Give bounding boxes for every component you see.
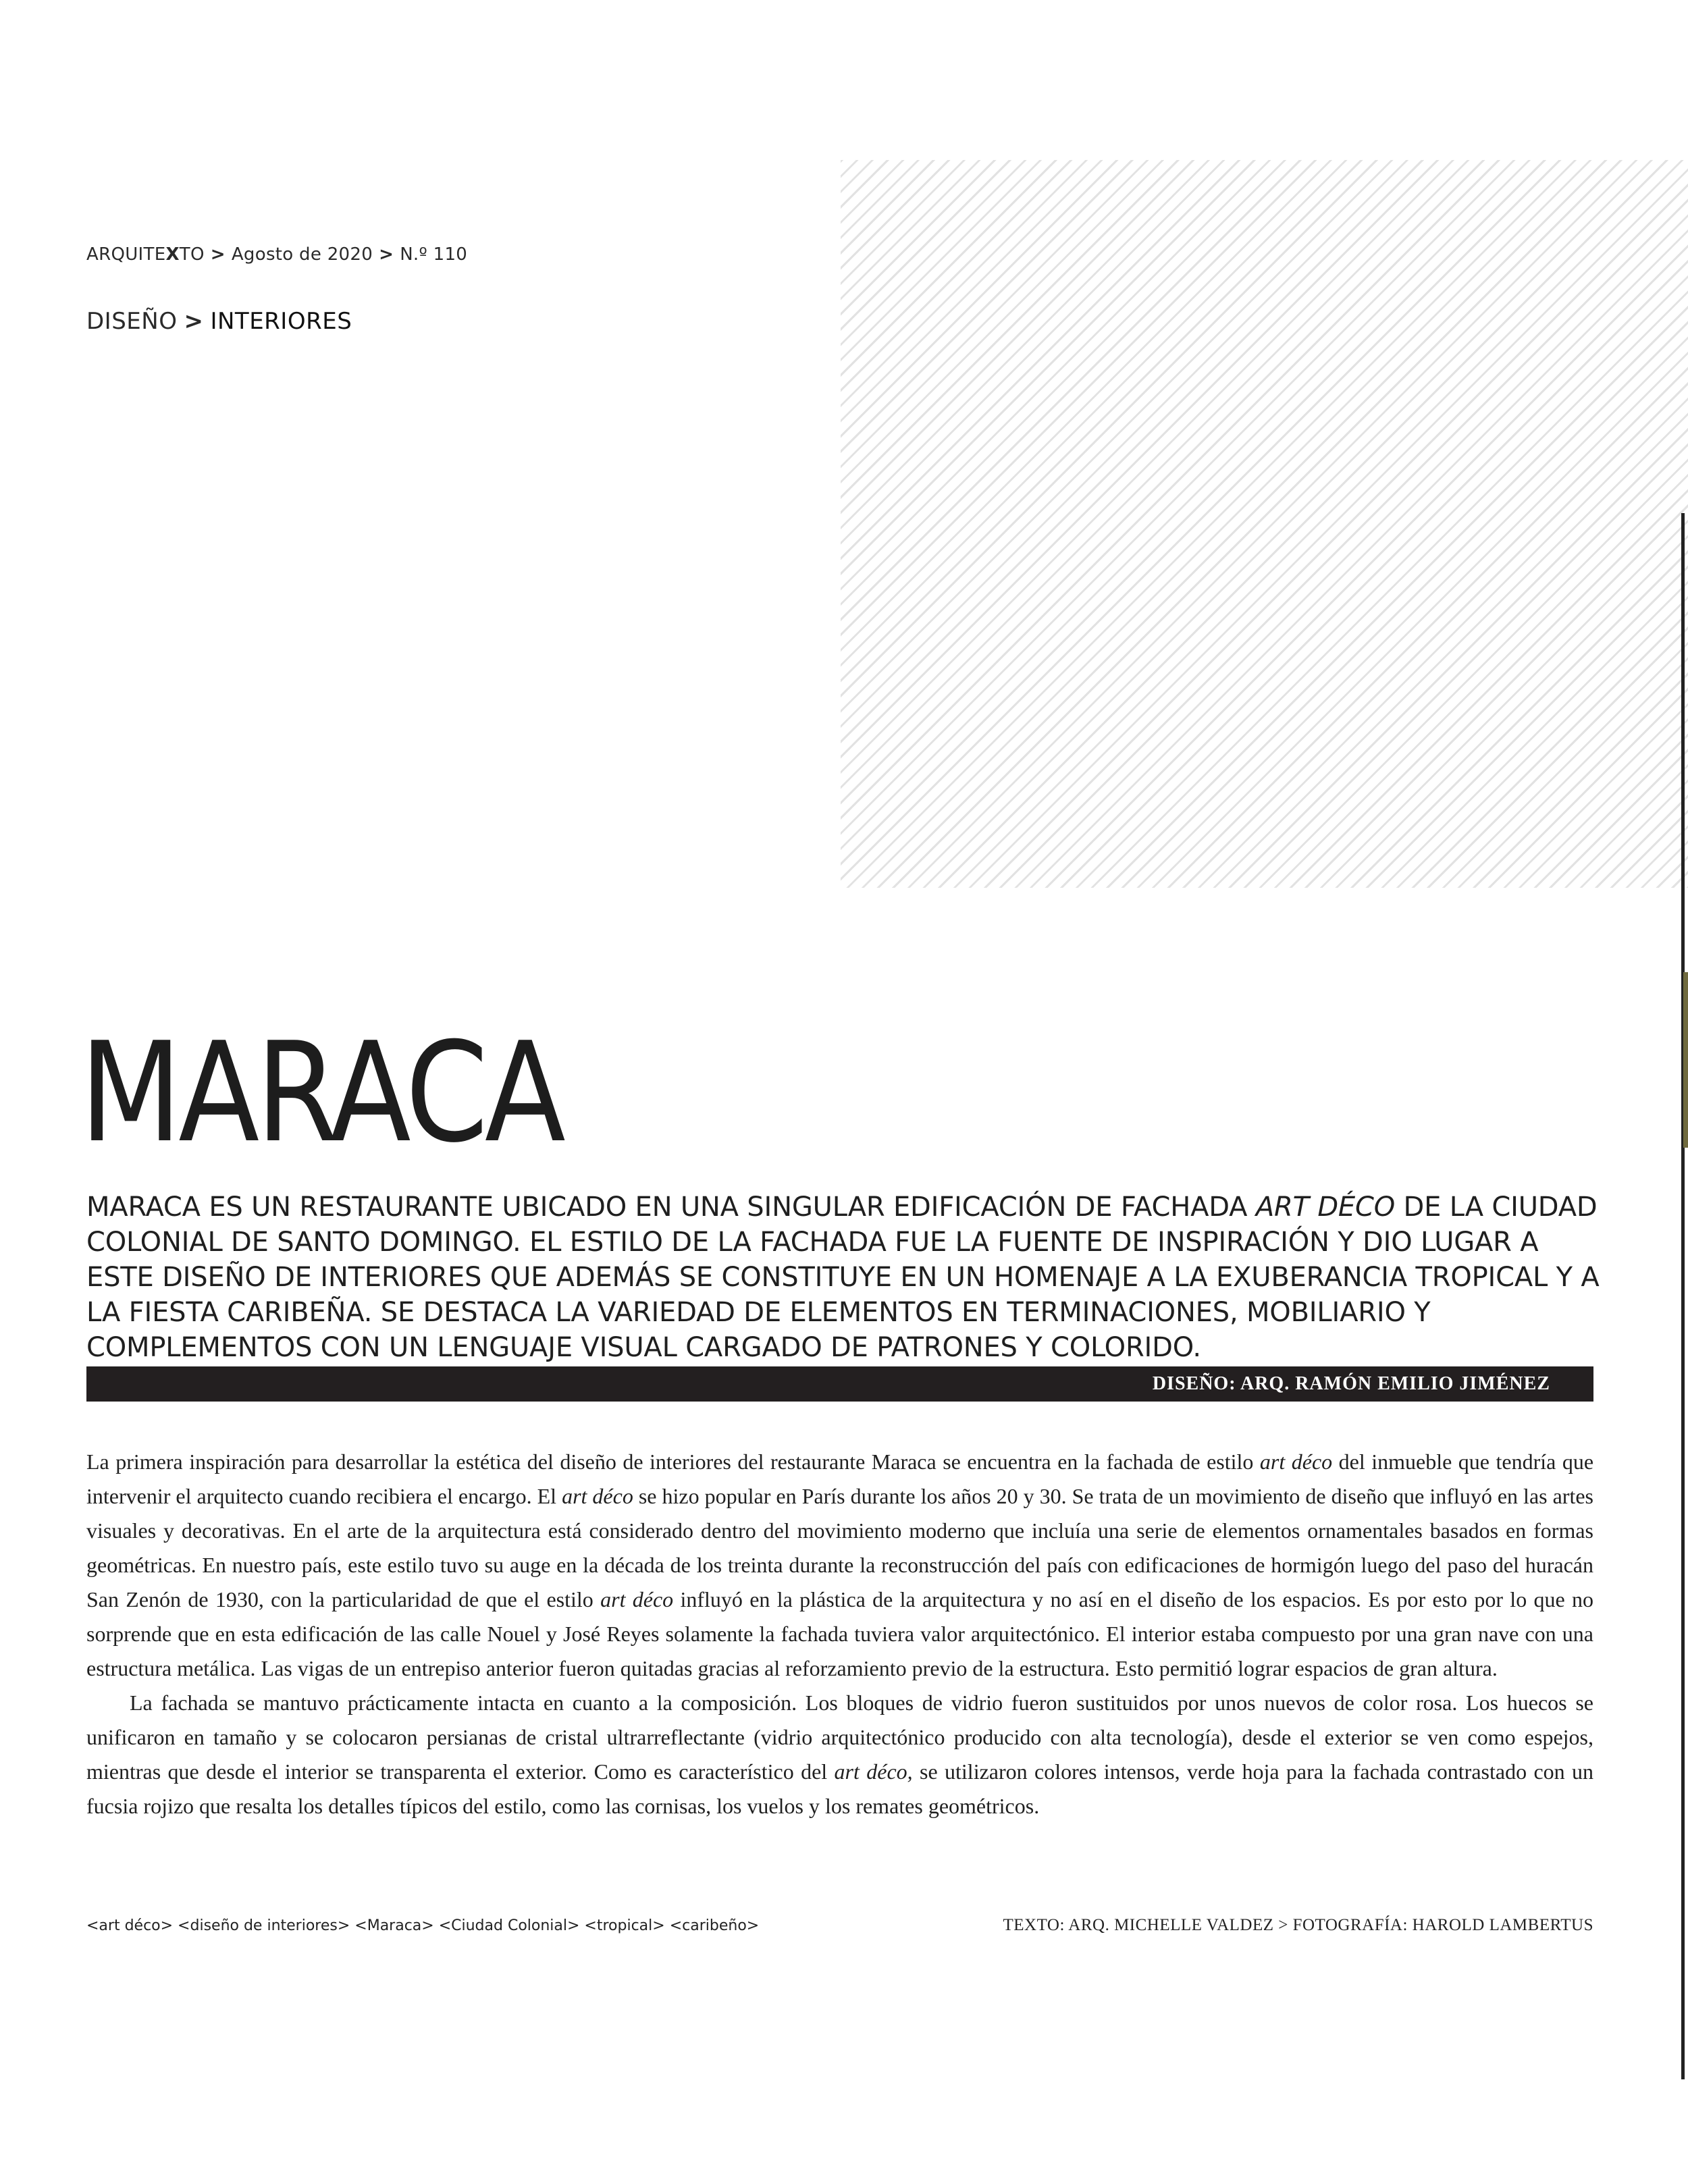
article-tags: <art déco> <diseño de interiores> <Maraca> <Ciudad Colonial> <tropical> <caribeño> bbox=[86, 1917, 760, 1934]
lead-text: DE LA CIUDAD COLONIAL DE SANTO DOMINGO. EL ESTILO DE LA FACHADA FUE LA FUENTE DE INSPIRACIÓN Y DIO LUGAR A ESTE DISEÑO DE INTERIORES QUE ADEMÁS SE CONSTITUYE EN UN HOMENAJE A LA EXUBERANCIA TROPICAL Y A LA FIESTA CARIBEÑA. SE DESTACA LA VARIEDAD DE ELEMENTOS EN TERMINACIONES, MOBILIARIO Y COMPLEMENTOS CON UN LENGUAJE VISUAL CARGADO DE PATRONES Y COLORIDO. bbox=[86, 1192, 1600, 1363]
brand-prefix: ARQUITE bbox=[86, 244, 166, 265]
section-category: DISEÑO bbox=[86, 308, 178, 335]
issue-date: Agosto de 2020 bbox=[231, 244, 373, 265]
body-italic: art déco bbox=[1259, 1449, 1333, 1474]
body-text: se utilizaron colores intensos, verde hoja para la fachada contrastado con un fucsia rojizo que resalta los detalles típicos del estilo, como las cornisas, los vuelos y los remates geométricos. bbox=[86, 1759, 1594, 1818]
lead-italic: ART DÉCO bbox=[1255, 1192, 1396, 1223]
body-text: se hizo popular en París durante los años 20 y 30. Se trata de un movimiento de diseño que influyó en las artes visuales y decorativas. En el arte de la arquitectura está considerado dentro del movimiento moderno que incluía una serie de elementos ornamentales basados en formas geométricas. En nuestro país, este estilo tuvo su auge en la década de los treinta durante la reconstrucción del país con edificaciones de hormigón luego del paso del huracán San Zenón de 1930, con la particularidad de que el estilo bbox=[86, 1484, 1594, 1612]
design-credit: DISEÑO: ARQ. RAMÓN EMILIO JIMÉNEZ bbox=[1152, 1373, 1550, 1394]
body-text: La primera inspiración para desarrollar la estética del diseño de interiores del restaurante Maraca se encuentra en la fachada de estilo bbox=[86, 1449, 1260, 1474]
lead-text: MARACA ES UN RESTAURANTE UBICADO EN UNA SINGULAR EDIFICACIÓN DE FACHADA bbox=[86, 1192, 1256, 1223]
body-paragraph bbox=[86, 1445, 1593, 1686]
photo-edge-strip bbox=[1683, 972, 1688, 1148]
hatched-image-placeholder bbox=[841, 160, 1688, 888]
breadcrumb-separator: > bbox=[210, 244, 226, 265]
body-text: La fachada se mantuvo prácticamente intacta en cuanto a la composición. Los bloques de vidrio fueron sustituidos por unos nuevos de color rosa. Los huecos se unificaron en tamaño y se colocaron persianas de cristal ultrarreflectante (vidrio arquitectónico producido con alta tecnología), desde el exterior se ven como espejos, mientras que desde el interior se transparenta el exterior. Como es característico del bbox=[86, 1690, 1593, 1784]
page-edge-rule bbox=[1681, 513, 1685, 2079]
body-italic: art déco bbox=[600, 1587, 674, 1612]
brand-suffix: TO bbox=[179, 244, 205, 265]
breadcrumb-separator: > bbox=[379, 244, 394, 265]
article-credits: TEXTO: ARQ. MICHELLE VALDEZ > FOTOGRAFÍA: HAROLD LAMBERTUS bbox=[1003, 1916, 1593, 1934]
magazine-breadcrumb bbox=[86, 244, 467, 265]
body-text: del inmueble que tendría que intervenir el arquitecto cuando recibiera el encargo. El bbox=[86, 1449, 1594, 1508]
brand-x: X bbox=[165, 244, 180, 265]
body-text: influyó en la plástica de la arquitectura y no así en el diseño de los espacios. Es por esto por lo que no sorprende que en esta edificación de las calle Nouel y José Reyes solamente la fachada tuviera valor arquitectónico. El interior estaba compuesto por una gran nave con una estructura metálica. Las vigas de un entrepiso anterior fueron quitadas gracias al reforzamiento previo de la estructura. Esto permitió lograr espacios de gran altura. bbox=[86, 1587, 1594, 1680]
body-italic: art déco bbox=[562, 1484, 633, 1508]
section-separator: > bbox=[184, 308, 204, 335]
body-italic: art déco, bbox=[834, 1759, 913, 1784]
article-title: MARACA bbox=[80, 1013, 562, 1173]
design-credit-bar bbox=[86, 1366, 1593, 1402]
section-subcategory: INTERIORES bbox=[210, 308, 352, 335]
article-body bbox=[86, 1445, 1593, 1823]
issue-number: N.º 110 bbox=[400, 244, 468, 265]
body-paragraph bbox=[86, 1686, 1593, 1823]
article-lead bbox=[86, 1190, 1604, 1365]
section-breadcrumb bbox=[86, 308, 352, 335]
